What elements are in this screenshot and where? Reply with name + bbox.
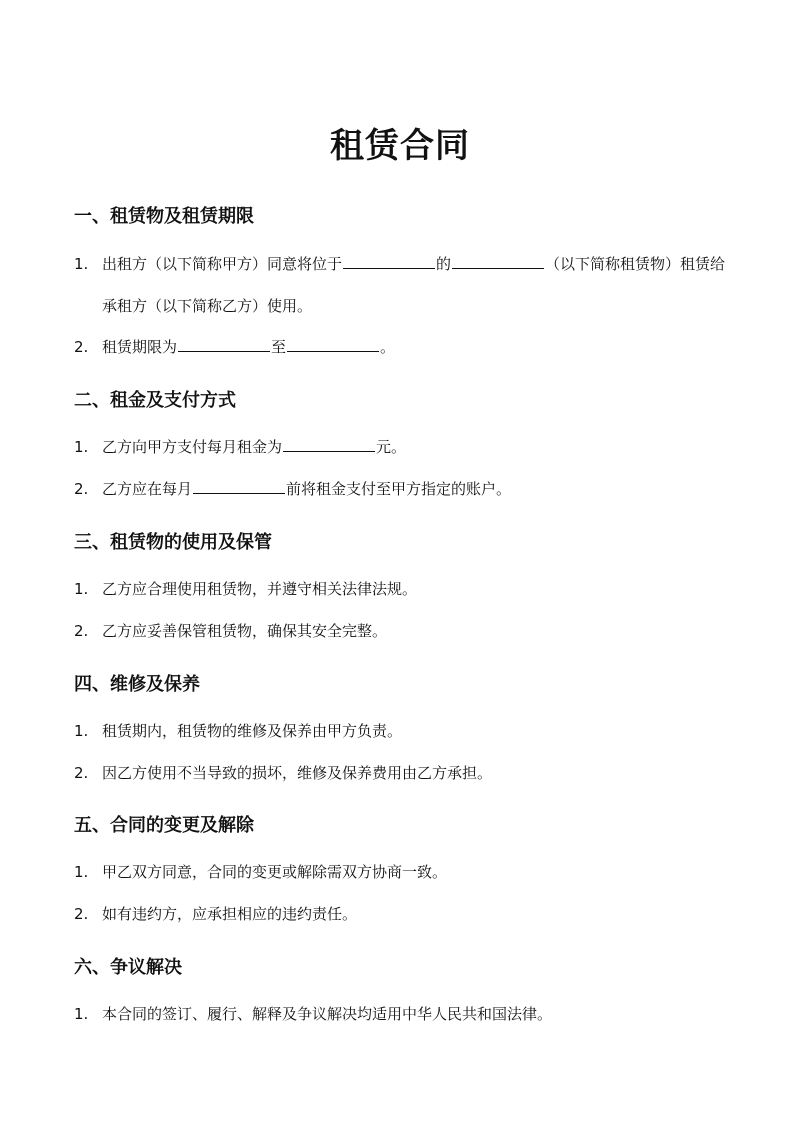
clause-number: 1.	[74, 722, 89, 740]
section-heading-5: 五、合同的变更及解除	[74, 815, 254, 836]
section-heading-3: 三、租赁物的使用及保管	[74, 532, 272, 553]
clause-number: 2.	[74, 764, 89, 782]
section-heading-2: 二、租金及支付方式	[74, 390, 236, 411]
clause-3-2	[74, 610, 734, 652]
clause-text-part: 至	[271, 338, 287, 356]
section-heading-6: 六、争议解决	[74, 957, 182, 978]
document-title: 租赁合同	[330, 126, 470, 166]
clause-2-1	[74, 426, 734, 468]
clause-text	[102, 243, 734, 327]
clause-1-2	[74, 326, 734, 368]
clause-text: 乙方应妥善保管租赁物，确保其安全完整。	[102, 622, 388, 640]
clause-text-part: 乙方向甲方支付每月租金为	[102, 438, 283, 456]
clause-text	[102, 426, 734, 468]
fill-blank-location[interactable]	[343, 254, 435, 269]
clause-text: 乙方应合理使用租赁物，并遵守相关法律法规。	[102, 580, 418, 598]
fill-blank-payment-day[interactable]	[193, 479, 285, 494]
clause-text	[102, 468, 734, 510]
clause-text: 因乙方使用不当导致的损坏，维修及保养费用由乙方承担。	[102, 764, 493, 782]
clause-5-2	[74, 893, 734, 935]
fill-blank-end-date[interactable]	[287, 337, 379, 352]
clause-text-part: 的	[436, 255, 452, 273]
clause-6-1	[74, 993, 734, 1035]
clause-text-part: 前将租金支付至甲方指定的账户。	[286, 480, 512, 498]
clause-text-part: 乙方应在每月	[102, 480, 193, 498]
clause-text-part: 。	[380, 338, 396, 356]
clause-number: 1.	[74, 255, 89, 273]
clause-text: 本合同的签订、履行、解释及争议解决均适用中华人民共和国法律。	[102, 1005, 553, 1023]
clause-number: 2.	[74, 905, 89, 923]
clause-number: 1.	[74, 1005, 89, 1023]
clause-number: 1.	[74, 438, 89, 456]
clause-text-part: 出租方（以下简称甲方）同意将位于	[102, 255, 343, 273]
clause-number: 2.	[74, 480, 89, 498]
fill-blank-start-date[interactable]	[178, 337, 270, 352]
clause-3-1	[74, 568, 734, 610]
clause-5-1	[74, 851, 734, 893]
clause-number: 2.	[74, 338, 89, 356]
clause-text-part: 租赁期限为	[102, 338, 178, 356]
clause-text-part: （以下简称租赁物）租赁给承租方（以下简称乙方）使用。	[102, 255, 726, 315]
clause-number: 1.	[74, 863, 89, 881]
clause-2-2	[74, 468, 734, 510]
fill-blank-property[interactable]	[452, 254, 544, 269]
clause-text	[102, 326, 734, 368]
clause-text: 甲乙双方同意，合同的变更或解除需双方协商一致。	[102, 863, 448, 881]
section-heading-4: 四、维修及保养	[74, 674, 200, 695]
clause-1-1	[74, 243, 734, 327]
clause-text: 如有违约方，应承担相应的违约责任。	[102, 905, 358, 923]
clause-number: 2.	[74, 622, 89, 640]
clause-4-2	[74, 752, 734, 794]
fill-blank-rent-amount[interactable]	[283, 437, 375, 452]
clause-number: 1.	[74, 580, 89, 598]
section-heading-1: 一、租赁物及租赁期限	[74, 206, 254, 227]
clause-text: 租赁期内，租赁物的维修及保养由甲方负责。	[102, 722, 403, 740]
clause-4-1	[74, 710, 734, 752]
clause-text-part: 元。	[376, 438, 407, 456]
